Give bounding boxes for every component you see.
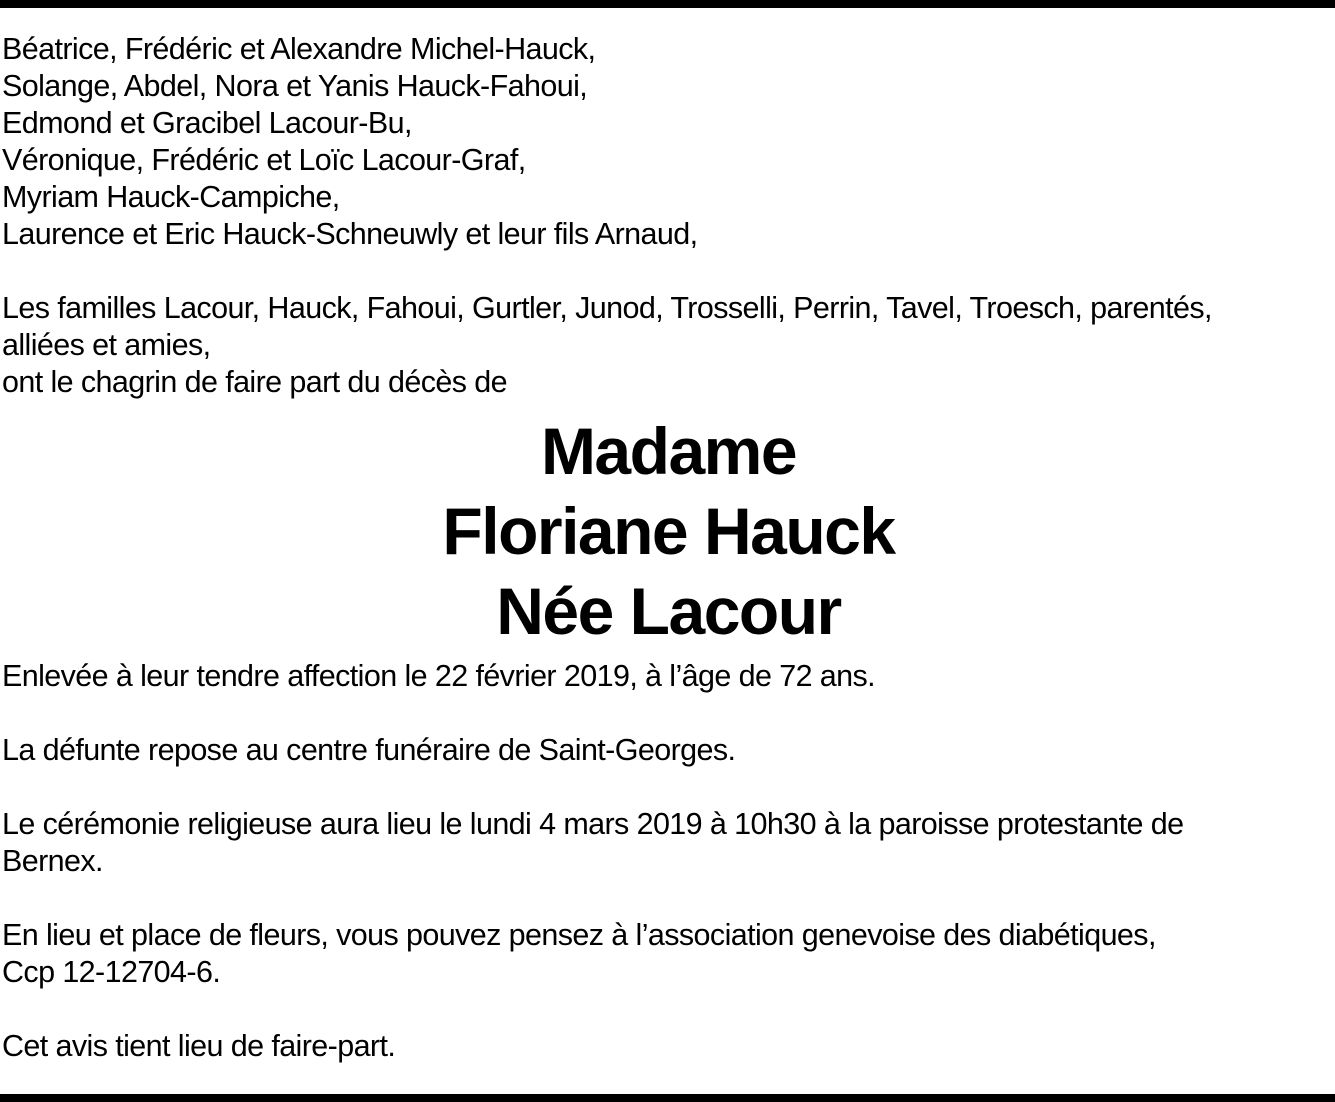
spacer <box>2 991 1335 1028</box>
deceased-name-block <box>2 411 1335 651</box>
deceased-name: Floriane Hauck <box>442 494 895 568</box>
announcement-line: ont le chagrin de faire part du décès de <box>2 365 508 399</box>
extended-family-line: alliées et amies, <box>2 328 211 362</box>
obituary-notice <box>2 31 1335 1065</box>
family-line: Laurence et Eric Hauck-Schneuwly et leur fils Arnaud, <box>2 217 698 251</box>
family-line: Béatrice, Frédéric et Alexandre Michel-Hauck, <box>2 32 596 66</box>
deceased-maiden-name: Née Lacour <box>496 574 841 648</box>
top-border-rule <box>0 0 1335 8</box>
family-line: Edmond et Gracibel Lacour-Bu, <box>2 106 412 140</box>
extended-family-line: Les familles Lacour, Hauck, Fahoui, Gurtler, Junod, Trosselli, Perrin, Tavel, Troesch, parentés, <box>2 291 1212 325</box>
spacer <box>2 253 1335 290</box>
viewing-text: La défunte repose au centre funéraire de Saint-Georges. <box>2 733 736 767</box>
spacer <box>2 695 1335 732</box>
death-notice-text: Enlevée à leur tendre affection le 22 février 2019, à l’âge de 72 ans. <box>2 659 876 693</box>
deceased-title: Madame <box>540 414 797 488</box>
donation-paragraph <box>2 917 1335 991</box>
ceremony-line: Bernex. <box>2 844 103 878</box>
family-line: Solange, Abdel, Nora et Yanis Hauck-Fahoui, <box>2 69 588 103</box>
spacer <box>2 769 1335 806</box>
donation-line: Ccp 12-12704-6. <box>2 955 221 989</box>
bottom-border-rule <box>0 1094 1335 1102</box>
closing-text: Cet avis tient lieu de faire-part. <box>2 1029 396 1063</box>
extended-family-paragraph <box>2 290 1335 401</box>
spacer <box>2 880 1335 917</box>
donation-line: En lieu et place de fleurs, vous pouvez pensez à l’association genevoise des diabétiques, <box>2 918 1156 952</box>
family-line: Véronique, Frédéric et Loïc Lacour-Graf, <box>2 143 526 177</box>
family-line: Myriam Hauck-Campiche, <box>2 180 340 214</box>
ceremony-paragraph <box>2 806 1335 880</box>
ceremony-line: Le cérémonie religieuse aura lieu le lundi 4 mars 2019 à 10h30 à la paroisse protestante de <box>2 807 1184 841</box>
family-list <box>2 31 1335 253</box>
